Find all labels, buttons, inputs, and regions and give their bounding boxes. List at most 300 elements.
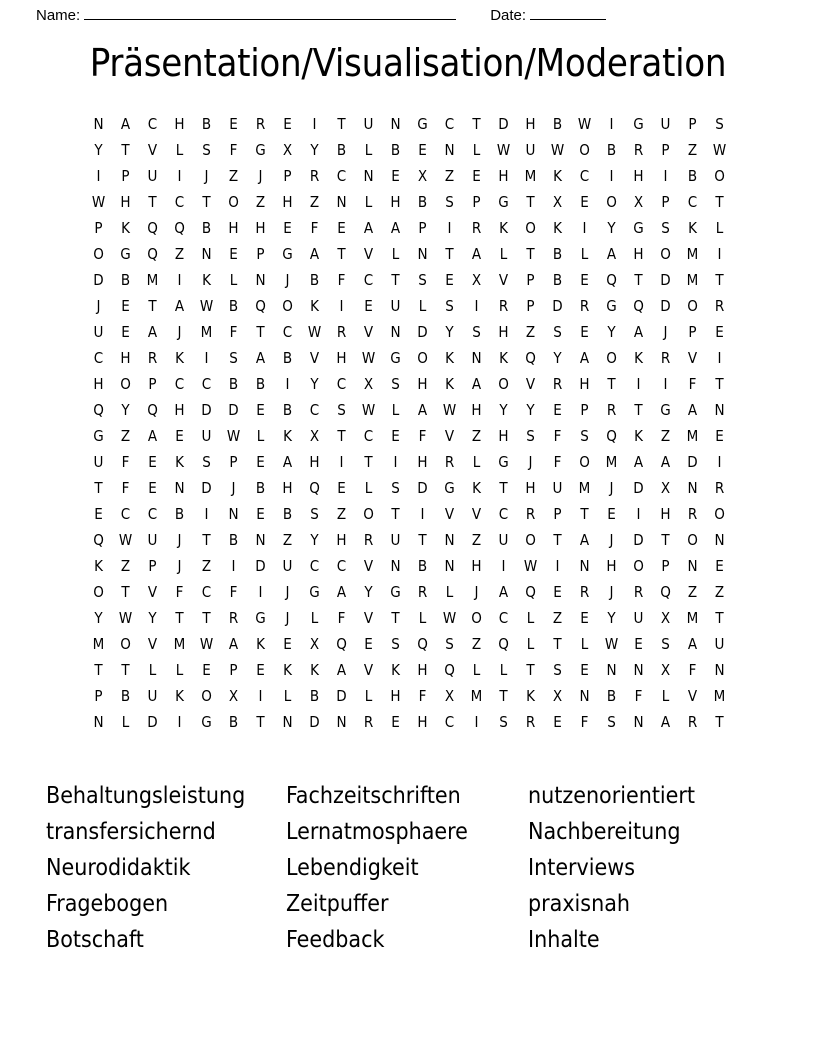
- grid-cell[interactable]: I: [285, 375, 290, 393]
- grid-cell[interactable]: L: [418, 609, 427, 627]
- grid-cell[interactable]: I: [204, 349, 209, 367]
- grid-cell[interactable]: A: [633, 323, 644, 341]
- grid-cell[interactable]: T: [553, 531, 562, 549]
- grid-cell[interactable]: K: [175, 349, 184, 367]
- grid-cell[interactable]: W: [199, 297, 214, 315]
- grid-cell[interactable]: D: [660, 297, 671, 315]
- grid-cell[interactable]: M: [470, 687, 483, 705]
- word-list-item[interactable]: Fachzeitschriften: [286, 783, 461, 809]
- grid-cell[interactable]: C: [309, 557, 320, 575]
- grid-cell[interactable]: R: [498, 297, 509, 315]
- grid-cell[interactable]: O: [498, 375, 509, 393]
- grid-cell[interactable]: S: [310, 505, 319, 523]
- grid-cell[interactable]: M: [173, 635, 186, 653]
- grid-cell[interactable]: R: [255, 115, 266, 133]
- grid-cell[interactable]: F: [121, 453, 130, 471]
- grid-cell[interactable]: V: [687, 687, 698, 705]
- grid-cell[interactable]: U: [93, 323, 104, 341]
- grid-cell[interactable]: P: [580, 401, 589, 419]
- grid-cell[interactable]: P: [121, 167, 130, 185]
- grid-cell[interactable]: L: [661, 687, 670, 705]
- grid-cell[interactable]: Q: [336, 635, 347, 653]
- grid-cell[interactable]: I: [501, 557, 506, 575]
- grid-cell[interactable]: I: [717, 349, 722, 367]
- grid-cell[interactable]: T: [94, 661, 103, 679]
- grid-cell[interactable]: W: [577, 115, 592, 133]
- grid-cell[interactable]: U: [660, 115, 671, 133]
- grid-cell[interactable]: A: [417, 401, 428, 419]
- grid-cell[interactable]: B: [552, 245, 563, 263]
- grid-cell[interactable]: W: [550, 141, 565, 159]
- grid-cell[interactable]: P: [472, 193, 481, 211]
- grid-cell[interactable]: I: [582, 219, 587, 237]
- grid-cell[interactable]: G: [498, 453, 509, 471]
- grid-cell[interactable]: T: [526, 661, 535, 679]
- grid-cell[interactable]: K: [553, 167, 562, 185]
- grid-cell[interactable]: I: [177, 713, 182, 731]
- grid-cell[interactable]: Y: [148, 609, 157, 627]
- grid-cell[interactable]: T: [715, 271, 724, 289]
- grid-cell[interactable]: O: [687, 531, 698, 549]
- grid-cell[interactable]: O: [606, 193, 617, 211]
- grid-cell[interactable]: U: [282, 557, 293, 575]
- grid-cell[interactable]: L: [580, 635, 589, 653]
- grid-cell[interactable]: R: [552, 375, 563, 393]
- grid-cell[interactable]: D: [660, 271, 671, 289]
- grid-cell[interactable]: T: [418, 531, 427, 549]
- grid-cell[interactable]: E: [580, 193, 589, 211]
- grid-cell[interactable]: T: [391, 505, 400, 523]
- grid-cell[interactable]: W: [361, 349, 376, 367]
- grid-cell[interactable]: A: [660, 713, 671, 731]
- word-list-item[interactable]: Feedback: [286, 927, 385, 953]
- grid-cell[interactable]: F: [337, 609, 346, 627]
- grid-cell[interactable]: T: [715, 713, 724, 731]
- grid-cell[interactable]: W: [118, 531, 133, 549]
- grid-cell[interactable]: B: [228, 375, 239, 393]
- grid-cell[interactable]: R: [606, 401, 617, 419]
- grid-cell[interactable]: S: [661, 219, 670, 237]
- grid-cell[interactable]: E: [391, 427, 400, 445]
- grid-cell[interactable]: V: [498, 271, 509, 289]
- grid-cell[interactable]: R: [147, 349, 158, 367]
- grid-cell[interactable]: H: [471, 557, 482, 575]
- grid-cell[interactable]: N: [255, 531, 266, 549]
- grid-cell[interactable]: C: [174, 193, 185, 211]
- grid-cell[interactable]: Y: [310, 375, 319, 393]
- grid-cell[interactable]: O: [525, 531, 536, 549]
- grid-cell[interactable]: W: [361, 401, 376, 419]
- grid-cell[interactable]: Z: [471, 635, 482, 653]
- grid-cell[interactable]: T: [526, 245, 535, 263]
- grid-cell[interactable]: I: [393, 453, 398, 471]
- word-list-item[interactable]: Lernatmosphaere: [286, 819, 468, 845]
- grid-cell[interactable]: E: [121, 297, 130, 315]
- grid-cell[interactable]: N: [579, 687, 590, 705]
- grid-cell[interactable]: J: [609, 583, 614, 601]
- grid-cell[interactable]: A: [660, 453, 671, 471]
- grid-cell[interactable]: V: [363, 245, 374, 263]
- grid-cell[interactable]: N: [444, 141, 455, 159]
- grid-cell[interactable]: R: [444, 453, 455, 471]
- grid-cell[interactable]: U: [498, 531, 509, 549]
- grid-cell[interactable]: Z: [228, 167, 239, 185]
- grid-cell[interactable]: K: [688, 219, 697, 237]
- grid-cell[interactable]: Z: [471, 427, 482, 445]
- grid-cell[interactable]: E: [283, 115, 292, 133]
- grid-cell[interactable]: V: [309, 349, 320, 367]
- grid-cell[interactable]: F: [688, 375, 697, 393]
- grid-cell[interactable]: Y: [445, 323, 454, 341]
- grid-cell[interactable]: B: [228, 531, 239, 549]
- grid-cell[interactable]: G: [498, 193, 509, 211]
- grid-cell[interactable]: O: [579, 453, 590, 471]
- grid-cell[interactable]: S: [391, 479, 400, 497]
- grid-cell[interactable]: V: [147, 583, 158, 601]
- grid-cell[interactable]: T: [580, 505, 589, 523]
- grid-cell[interactable]: X: [309, 635, 320, 653]
- grid-cell[interactable]: E: [256, 401, 265, 419]
- grid-cell[interactable]: F: [553, 453, 562, 471]
- grid-cell[interactable]: E: [607, 505, 616, 523]
- grid-cell[interactable]: X: [660, 661, 671, 679]
- grid-cell[interactable]: S: [202, 453, 211, 471]
- grid-cell[interactable]: A: [471, 375, 482, 393]
- grid-cell[interactable]: F: [688, 661, 697, 679]
- grid-cell[interactable]: T: [202, 193, 211, 211]
- grid-cell[interactable]: N: [714, 401, 725, 419]
- grid-cell[interactable]: B: [201, 115, 212, 133]
- grid-cell[interactable]: K: [310, 661, 319, 679]
- word-list-item[interactable]: Zeitpuffer: [286, 891, 389, 917]
- grid-cell[interactable]: J: [177, 323, 182, 341]
- grid-cell[interactable]: A: [147, 427, 158, 445]
- grid-cell[interactable]: F: [175, 583, 184, 601]
- grid-cell[interactable]: S: [553, 661, 562, 679]
- grid-cell[interactable]: Q: [147, 219, 158, 237]
- grid-cell[interactable]: B: [282, 505, 293, 523]
- grid-cell[interactable]: H: [498, 167, 509, 185]
- grid-cell[interactable]: J: [528, 453, 533, 471]
- grid-cell[interactable]: R: [633, 141, 644, 159]
- grid-cell[interactable]: Z: [120, 557, 131, 575]
- grid-cell[interactable]: Q: [606, 427, 617, 445]
- grid-cell[interactable]: E: [418, 141, 427, 159]
- grid-cell[interactable]: U: [390, 297, 401, 315]
- grid-cell[interactable]: I: [663, 167, 668, 185]
- grid-cell[interactable]: D: [93, 271, 104, 289]
- grid-cell[interactable]: T: [391, 609, 400, 627]
- grid-cell[interactable]: A: [336, 661, 347, 679]
- grid-cell[interactable]: R: [309, 167, 320, 185]
- grid-cell[interactable]: F: [229, 141, 238, 159]
- grid-cell[interactable]: E: [445, 271, 454, 289]
- grid-cell[interactable]: J: [474, 583, 479, 601]
- grid-cell[interactable]: Y: [364, 583, 373, 601]
- grid-cell[interactable]: N: [228, 505, 239, 523]
- grid-cell[interactable]: Q: [525, 349, 536, 367]
- grid-cell[interactable]: T: [634, 401, 643, 419]
- grid-cell[interactable]: I: [204, 505, 209, 523]
- grid-cell[interactable]: F: [418, 427, 427, 445]
- word-list-item[interactable]: Botschaft: [46, 927, 144, 953]
- grid-cell[interactable]: I: [177, 167, 182, 185]
- grid-cell[interactable]: K: [283, 661, 292, 679]
- grid-cell[interactable]: Z: [255, 193, 266, 211]
- grid-cell[interactable]: I: [96, 167, 101, 185]
- grid-cell[interactable]: H: [336, 531, 347, 549]
- grid-cell[interactable]: L: [526, 635, 535, 653]
- grid-cell[interactable]: J: [204, 167, 209, 185]
- grid-cell[interactable]: V: [687, 349, 698, 367]
- grid-cell[interactable]: U: [147, 167, 158, 185]
- grid-cell[interactable]: E: [337, 479, 346, 497]
- grid-cell[interactable]: C: [687, 193, 698, 211]
- grid-cell[interactable]: K: [445, 375, 454, 393]
- grid-cell[interactable]: R: [687, 505, 698, 523]
- grid-cell[interactable]: S: [499, 713, 508, 731]
- grid-cell[interactable]: Z: [444, 167, 455, 185]
- grid-cell[interactable]: H: [471, 401, 482, 419]
- grid-cell[interactable]: B: [255, 479, 266, 497]
- grid-cell[interactable]: Q: [606, 271, 617, 289]
- grid-cell[interactable]: C: [147, 115, 158, 133]
- grid-cell[interactable]: U: [390, 531, 401, 549]
- grid-cell[interactable]: P: [553, 505, 562, 523]
- grid-cell[interactable]: N: [714, 661, 725, 679]
- grid-cell[interactable]: R: [579, 583, 590, 601]
- grid-cell[interactable]: Y: [310, 531, 319, 549]
- grid-cell[interactable]: H: [174, 401, 185, 419]
- grid-cell[interactable]: E: [94, 505, 103, 523]
- grid-cell[interactable]: X: [417, 167, 428, 185]
- grid-cell[interactable]: V: [525, 375, 536, 393]
- grid-cell[interactable]: F: [553, 427, 562, 445]
- grid-cell[interactable]: V: [471, 505, 482, 523]
- grid-cell[interactable]: M: [686, 245, 699, 263]
- grid-cell[interactable]: N: [606, 661, 617, 679]
- grid-cell[interactable]: M: [605, 453, 618, 471]
- grid-cell[interactable]: X: [228, 687, 239, 705]
- grid-cell[interactable]: Q: [525, 583, 536, 601]
- grid-cell[interactable]: E: [364, 297, 373, 315]
- grid-cell[interactable]: Y: [607, 609, 616, 627]
- grid-cell[interactable]: P: [94, 687, 103, 705]
- grid-cell[interactable]: I: [636, 505, 641, 523]
- grid-cell[interactable]: C: [498, 505, 509, 523]
- grid-cell[interactable]: E: [364, 635, 373, 653]
- grid-cell[interactable]: O: [417, 349, 428, 367]
- grid-cell[interactable]: P: [229, 453, 238, 471]
- grid-cell[interactable]: O: [660, 245, 671, 263]
- grid-cell[interactable]: N: [471, 349, 482, 367]
- grid-cell[interactable]: E: [715, 323, 724, 341]
- grid-cell[interactable]: I: [231, 557, 236, 575]
- grid-cell[interactable]: N: [390, 557, 401, 575]
- grid-cell[interactable]: H: [282, 479, 293, 497]
- grid-cell[interactable]: N: [93, 713, 104, 731]
- grid-cell[interactable]: S: [418, 271, 427, 289]
- grid-cell[interactable]: S: [391, 375, 400, 393]
- grid-cell[interactable]: S: [229, 349, 238, 367]
- grid-cell[interactable]: T: [499, 479, 508, 497]
- grid-cell[interactable]: J: [177, 557, 182, 575]
- grid-cell[interactable]: N: [633, 661, 644, 679]
- grid-cell[interactable]: D: [633, 479, 644, 497]
- grid-cell[interactable]: H: [417, 375, 428, 393]
- grid-cell[interactable]: K: [202, 271, 211, 289]
- grid-cell[interactable]: R: [714, 297, 725, 315]
- grid-cell[interactable]: L: [229, 271, 238, 289]
- grid-cell[interactable]: L: [364, 687, 373, 705]
- grid-cell[interactable]: P: [661, 557, 670, 575]
- grid-cell[interactable]: T: [607, 375, 616, 393]
- grid-cell[interactable]: O: [201, 687, 212, 705]
- grid-cell[interactable]: E: [283, 635, 292, 653]
- grid-cell[interactable]: H: [417, 453, 428, 471]
- grid-cell[interactable]: I: [609, 167, 614, 185]
- grid-cell[interactable]: P: [94, 219, 103, 237]
- grid-cell[interactable]: C: [120, 505, 131, 523]
- grid-cell[interactable]: Q: [417, 635, 428, 653]
- grid-cell[interactable]: B: [687, 167, 698, 185]
- grid-cell[interactable]: E: [229, 115, 238, 133]
- word-list-item[interactable]: Interviews: [528, 855, 635, 881]
- grid-cell[interactable]: I: [258, 583, 263, 601]
- grid-cell[interactable]: E: [580, 323, 589, 341]
- grid-cell[interactable]: W: [523, 557, 538, 575]
- grid-cell[interactable]: P: [256, 245, 265, 263]
- grid-cell[interactable]: Q: [174, 219, 185, 237]
- grid-cell[interactable]: S: [553, 323, 562, 341]
- grid-cell[interactable]: E: [634, 635, 643, 653]
- grid-cell[interactable]: D: [201, 401, 212, 419]
- grid-cell[interactable]: H: [498, 427, 509, 445]
- grid-cell[interactable]: E: [148, 479, 157, 497]
- grid-cell[interactable]: C: [336, 557, 347, 575]
- grid-cell[interactable]: Q: [633, 297, 644, 315]
- grid-cell[interactable]: K: [499, 219, 508, 237]
- grid-cell[interactable]: K: [175, 687, 184, 705]
- grid-cell[interactable]: J: [285, 583, 290, 601]
- grid-cell[interactable]: K: [283, 427, 292, 445]
- grid-cell[interactable]: M: [578, 479, 591, 497]
- grid-cell[interactable]: C: [309, 401, 320, 419]
- grid-cell[interactable]: T: [715, 375, 724, 393]
- grid-cell[interactable]: H: [606, 557, 617, 575]
- grid-cell[interactable]: L: [391, 401, 400, 419]
- grid-cell[interactable]: B: [417, 557, 428, 575]
- grid-cell[interactable]: E: [283, 219, 292, 237]
- grid-cell[interactable]: X: [660, 609, 671, 627]
- grid-cell[interactable]: Z: [309, 193, 320, 211]
- grid-cell[interactable]: O: [525, 219, 536, 237]
- grid-cell[interactable]: L: [148, 661, 157, 679]
- grid-cell[interactable]: Y: [310, 141, 319, 159]
- grid-cell[interactable]: H: [309, 453, 320, 471]
- grid-cell[interactable]: U: [201, 427, 212, 445]
- grid-cell[interactable]: W: [91, 193, 106, 211]
- grid-cell[interactable]: M: [686, 271, 699, 289]
- grid-cell[interactable]: I: [447, 219, 452, 237]
- grid-cell[interactable]: D: [417, 479, 428, 497]
- date-input-rule[interactable]: [530, 6, 606, 20]
- grid-cell[interactable]: X: [633, 193, 644, 211]
- grid-cell[interactable]: A: [579, 349, 590, 367]
- grid-cell[interactable]: D: [147, 713, 158, 731]
- grid-cell[interactable]: P: [688, 115, 697, 133]
- grid-cell[interactable]: M: [713, 687, 726, 705]
- grid-cell[interactable]: K: [553, 219, 562, 237]
- grid-cell[interactable]: J: [177, 531, 182, 549]
- grid-cell[interactable]: F: [121, 479, 130, 497]
- grid-cell[interactable]: E: [391, 713, 400, 731]
- grid-cell[interactable]: O: [120, 635, 131, 653]
- grid-cell[interactable]: C: [336, 375, 347, 393]
- grid-cell[interactable]: N: [444, 557, 455, 575]
- grid-cell[interactable]: O: [579, 141, 590, 159]
- grid-cell[interactable]: B: [120, 271, 131, 289]
- grid-cell[interactable]: A: [174, 297, 185, 315]
- grid-cell[interactable]: W: [442, 401, 457, 419]
- grid-cell[interactable]: E: [256, 505, 265, 523]
- grid-cell[interactable]: I: [177, 271, 182, 289]
- grid-cell[interactable]: L: [715, 219, 724, 237]
- grid-cell[interactable]: L: [175, 141, 184, 159]
- grid-cell[interactable]: R: [579, 297, 590, 315]
- grid-cell[interactable]: B: [552, 115, 563, 133]
- grid-cell[interactable]: I: [312, 115, 317, 133]
- grid-cell[interactable]: O: [687, 297, 698, 315]
- grid-cell[interactable]: V: [444, 505, 455, 523]
- grid-cell[interactable]: J: [285, 609, 290, 627]
- grid-cell[interactable]: N: [174, 479, 185, 497]
- grid-cell[interactable]: S: [445, 193, 454, 211]
- grid-cell[interactable]: P: [661, 193, 670, 211]
- grid-cell[interactable]: F: [229, 583, 238, 601]
- grid-cell[interactable]: S: [715, 115, 724, 133]
- grid-cell[interactable]: B: [336, 141, 347, 159]
- grid-cell[interactable]: F: [229, 323, 238, 341]
- grid-cell[interactable]: O: [714, 167, 725, 185]
- grid-cell[interactable]: S: [472, 323, 481, 341]
- grid-cell[interactable]: D: [309, 713, 320, 731]
- grid-cell[interactable]: P: [229, 661, 238, 679]
- grid-cell[interactable]: Q: [147, 401, 158, 419]
- grid-cell[interactable]: A: [606, 245, 617, 263]
- grid-cell[interactable]: Z: [525, 323, 536, 341]
- grid-cell[interactable]: N: [255, 271, 266, 289]
- grid-cell[interactable]: A: [471, 245, 482, 263]
- grid-cell[interactable]: L: [472, 141, 481, 159]
- grid-cell[interactable]: G: [633, 219, 644, 237]
- grid-cell[interactable]: N: [336, 713, 347, 731]
- grid-cell[interactable]: B: [228, 713, 239, 731]
- grid-cell[interactable]: S: [391, 635, 400, 653]
- grid-cell[interactable]: G: [255, 141, 266, 159]
- grid-cell[interactable]: H: [255, 219, 266, 237]
- grid-cell[interactable]: A: [147, 323, 158, 341]
- grid-cell[interactable]: N: [633, 713, 644, 731]
- grid-cell[interactable]: K: [94, 557, 103, 575]
- grid-cell[interactable]: H: [120, 193, 131, 211]
- grid-cell[interactable]: I: [339, 453, 344, 471]
- name-input-rule[interactable]: [84, 6, 456, 20]
- grid-cell[interactable]: Z: [660, 427, 671, 445]
- grid-cell[interactable]: V: [147, 635, 158, 653]
- grid-cell[interactable]: P: [283, 167, 292, 185]
- grid-cell[interactable]: E: [121, 323, 130, 341]
